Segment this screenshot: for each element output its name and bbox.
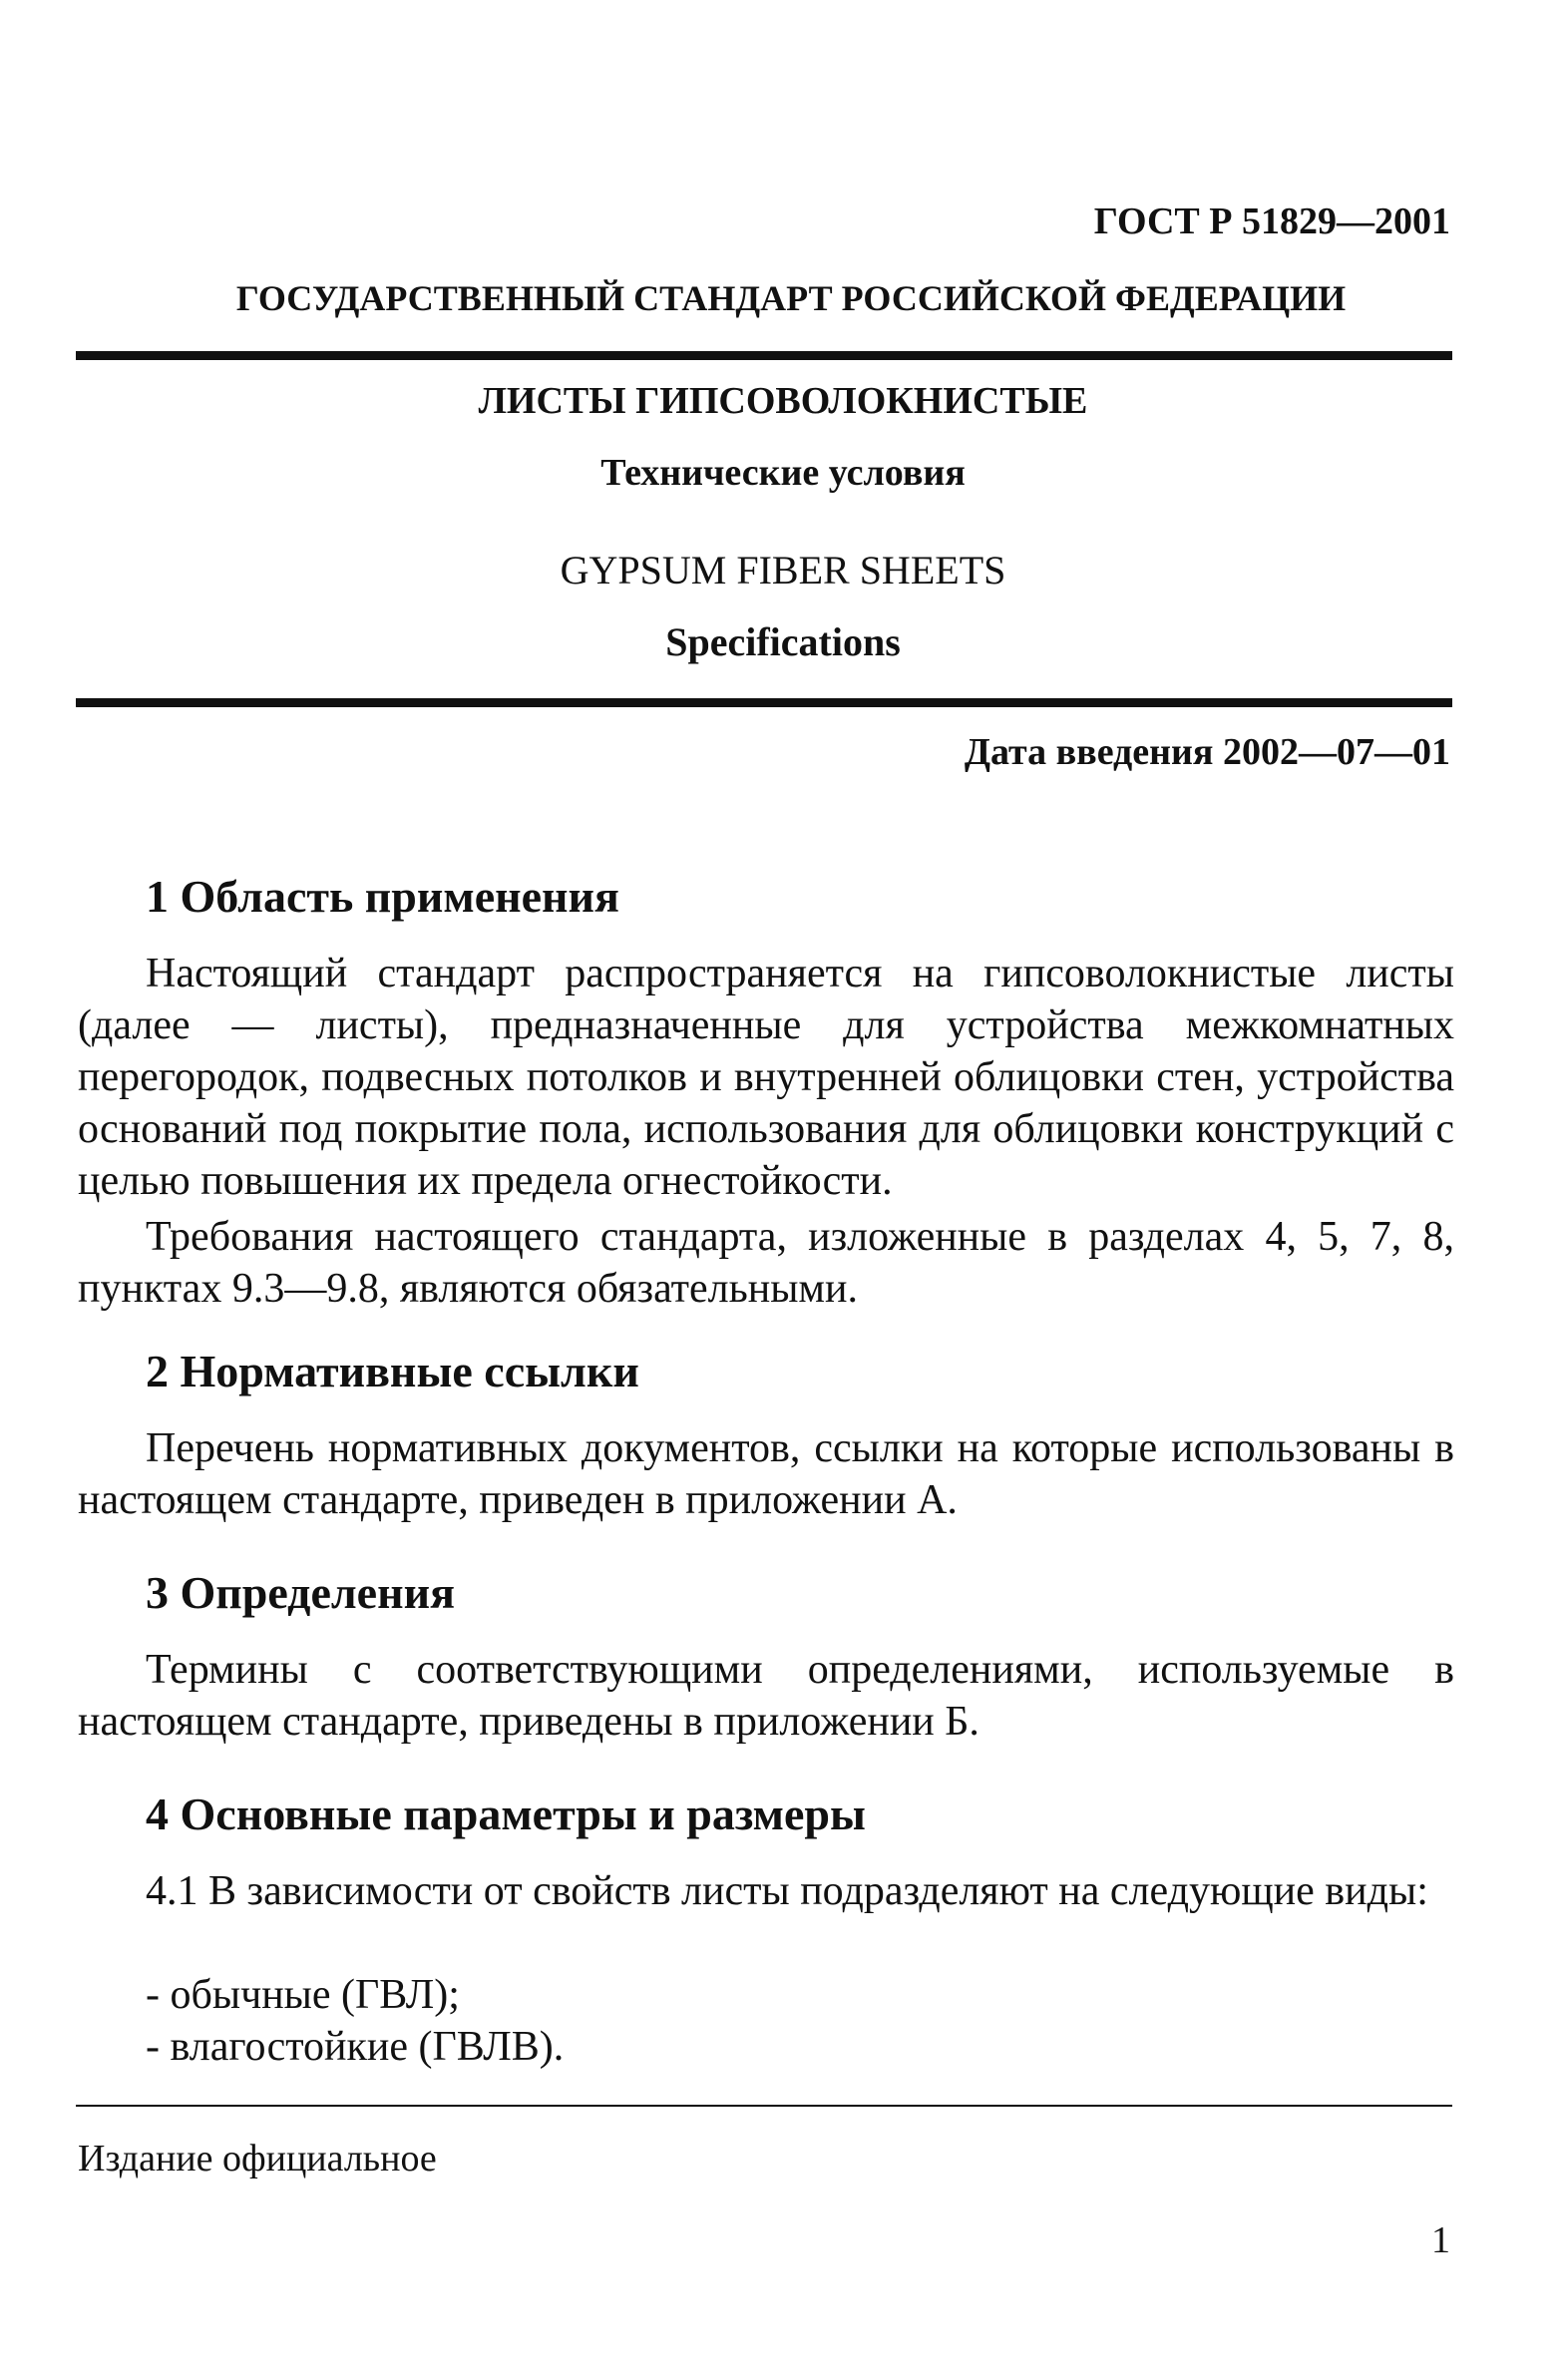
list-item: - обычные (ГВЛ); [146,1972,460,2018]
page-number: 1 [1431,2219,1450,2261]
section-paragraph: 4.1 В зависимости от свойств листы подразделяют на следующие виды: [146,1868,1428,1914]
footer-divider [76,2105,1452,2107]
types-list [146,1969,564,2073]
list-item: - влагостойкие (ГВЛВ). [146,2024,565,2070]
section-paragraph: Настоящий стандарт распространяется на гипсоволокнистые листы (далее — листы), предназначенные для устройства межкомнатных перегородок, подвесных потолков и внутренней облицовки стен, устройства оснований под покрытие пола, использования для облицовки конструкций с целью повышения их предела огнестойкости. [78,951,1454,1204]
section-heading: 4 Основные параметры и размеры [146,1788,866,1839]
header-divider [76,351,1452,360]
section-heading: 1 Область применения [146,871,619,922]
title-english: GYPSUM FIBER SHEETS [560,548,1006,593]
document-code: ГОСТ Р 51829—2001 [1093,200,1450,242]
section-heading: 3 Определения [146,1567,455,1618]
section-paragraph: Термины с соответствующими определениями, используемые в настоящем стандарте, приведены в приложении Б. [78,1647,1454,1745]
title-divider [76,698,1452,707]
introduction-date: Дата введения 2002—07—01 [964,731,1450,773]
subtitle-russian: Технические условия [600,452,966,494]
section-heading: 2 Нормативные ссылки [146,1346,639,1396]
section-paragraph: Перечень нормативных документов, ссылки на которые использованы в настоящем стандарте, приведен в приложении А. [78,1425,1454,1523]
title-russian: ЛИСТЫ ГИПСОВОЛОКНИСТЫЕ [478,380,1088,422]
edition-note: Издание официальное [78,2138,437,2180]
section-paragraph: Требования настоящего стандарта, изложенные в разделах 4, 5, 7, 8, пунктах 9.3—9.8, являются обязательными. [78,1214,1454,1312]
state-standard-heading: ГОСУДАРСТВЕННЫЙ СТАНДАРТ РОССИЙСКОЙ ФЕДЕРАЦИИ [235,278,1347,318]
subtitle-english: Specifications [665,619,901,664]
